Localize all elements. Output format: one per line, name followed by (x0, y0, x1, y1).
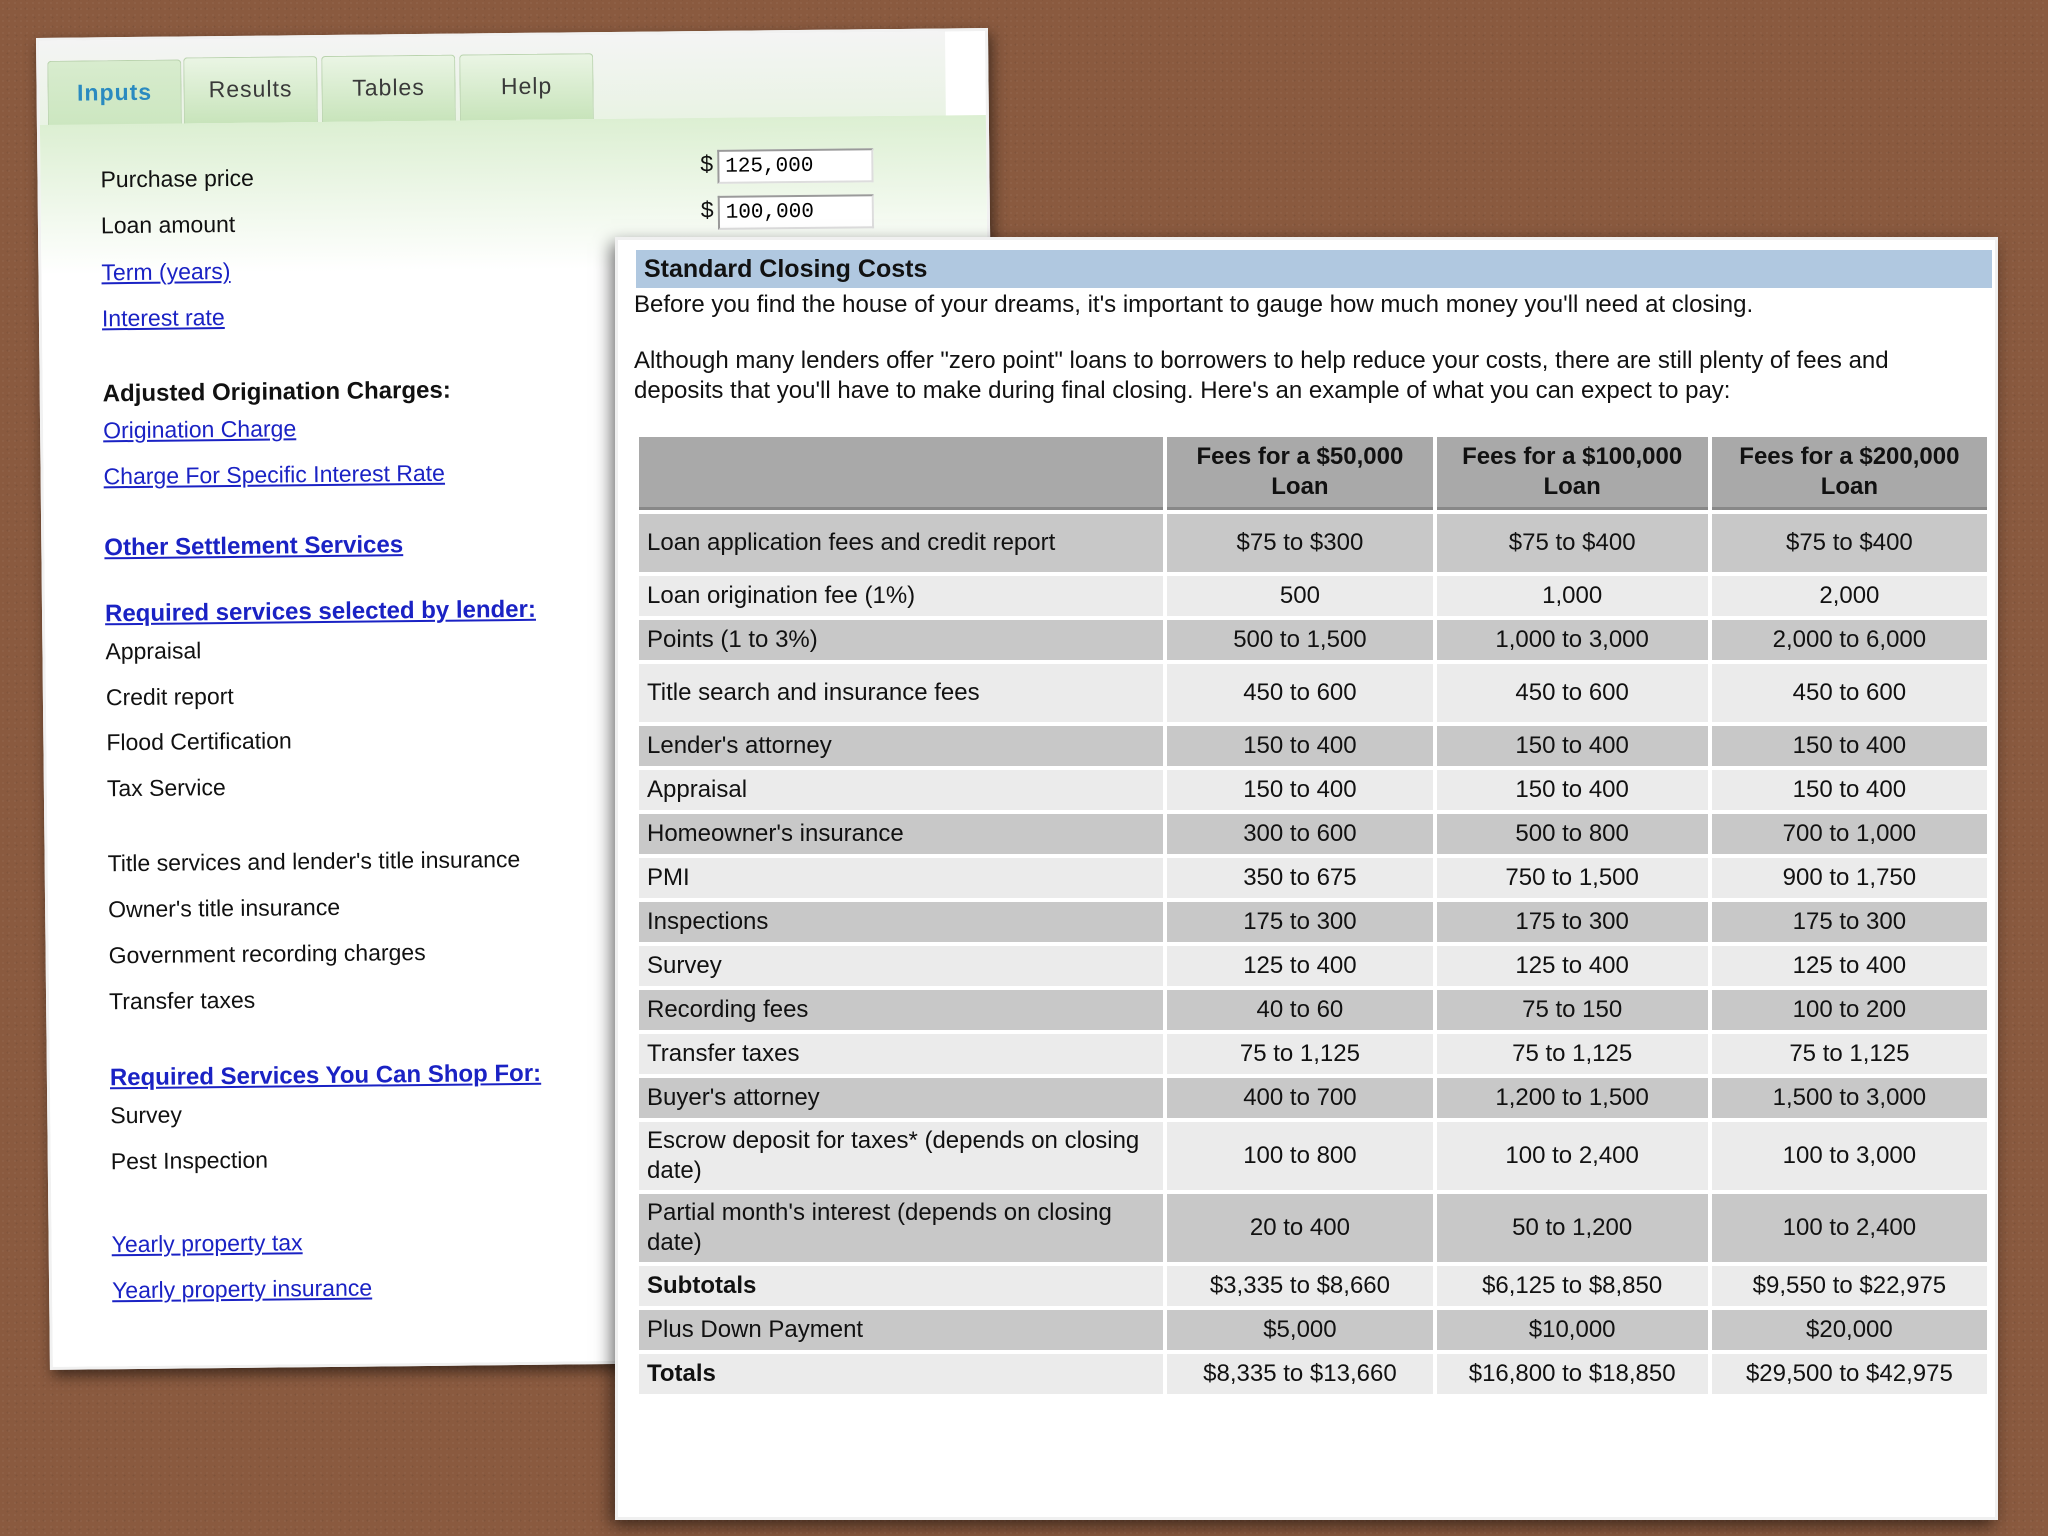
purchase-price-field-group (700, 148, 873, 184)
row-label: Loan origination fee (1%) (639, 576, 1163, 616)
purchase-price-label: Purchase price (100, 164, 255, 193)
row-label: Totals (639, 1354, 1163, 1394)
row-label: Lender's attorney (639, 726, 1163, 766)
cell-50k-loan: 150 to 400 (1167, 726, 1432, 766)
cell-200k-loan: 100 to 2,400 (1712, 1194, 1987, 1262)
cell-100k-loan: $75 to $400 (1437, 514, 1708, 572)
required-by-lender-link[interactable]: Required services selected by lender: (104, 595, 537, 628)
table-row (639, 1354, 1987, 1394)
cell-50k-loan: 300 to 600 (1167, 814, 1432, 854)
cell-200k-loan: $20,000 (1712, 1310, 1987, 1350)
closing-costs-table (635, 433, 1991, 1398)
cell-100k-loan: 75 to 1,125 (1437, 1034, 1708, 1074)
cell-50k-loan: 500 (1167, 576, 1432, 616)
cell-200k-loan: 125 to 400 (1712, 946, 1987, 986)
table-header-row (639, 437, 1987, 510)
row-label: Buyer's attorney (639, 1078, 1163, 1118)
owners-title-insurance: Owner's title insurance (107, 893, 341, 923)
cell-100k-loan: $16,800 to $18,850 (1437, 1354, 1708, 1394)
cell-200k-loan: 2,000 (1712, 576, 1987, 616)
cell-100k-loan: 1,000 to 3,000 (1437, 620, 1708, 660)
row-label: Transfer taxes (639, 1034, 1163, 1074)
table-row (639, 514, 1987, 572)
closing-costs-intro-2: Although many lenders offer "zero point" loans to borrowers to help reduce your costs, there are still plenty of fees and deposits that you'll have to make during final closing. Here's an example of what you can expect to pay: (634, 347, 1889, 404)
cell-200k-loan: $75 to $400 (1712, 514, 1987, 572)
cell-50k-loan: $3,335 to $8,660 (1167, 1266, 1432, 1306)
service-survey: Survey (110, 1101, 183, 1129)
cell-200k-loan: 2,000 to 6,000 (1712, 620, 1987, 660)
shop-for-services-link[interactable]: Required Services You Can Shop For: (109, 1059, 542, 1092)
cell-100k-loan: 100 to 2,400 (1437, 1122, 1708, 1190)
table-row (639, 1194, 1987, 1262)
closing-costs-panel (615, 237, 1998, 1520)
cell-200k-loan: $9,550 to $22,975 (1712, 1266, 1987, 1306)
cell-50k-loan: 500 to 1,500 (1167, 620, 1432, 660)
loan-amount-label: Loan amount (100, 210, 236, 239)
cell-50k-loan: 450 to 600 (1167, 664, 1432, 722)
cell-50k-loan: $75 to $300 (1167, 514, 1432, 572)
row-label: Escrow deposit for taxes* (depends on closing date) (639, 1122, 1163, 1190)
cell-200k-loan: 175 to 300 (1712, 902, 1987, 942)
yearly-property-insurance-link[interactable]: Yearly property insurance (111, 1274, 373, 1304)
cell-200k-loan: 75 to 1,125 (1712, 1034, 1987, 1074)
tab-inputs[interactable]: Inputs (47, 59, 182, 130)
row-label: Plus Down Payment (639, 1310, 1163, 1350)
table-row (639, 814, 1987, 854)
row-label: Points (1 to 3%) (639, 620, 1163, 660)
cell-50k-loan: 100 to 800 (1167, 1122, 1432, 1190)
row-label: Subtotals (639, 1266, 1163, 1306)
cell-200k-loan: 100 to 200 (1712, 990, 1987, 1030)
table-row (639, 990, 1987, 1030)
interest-rate-link[interactable]: Interest rate (101, 304, 225, 332)
service-credit-report: Credit report (105, 682, 234, 711)
origination-charge-link[interactable]: Origination Charge (102, 415, 297, 444)
cell-200k-loan: 100 to 3,000 (1712, 1122, 1987, 1190)
service-flood-certification: Flood Certification (106, 727, 292, 756)
cell-50k-loan: 175 to 300 (1167, 902, 1432, 942)
specific-rate-charge-link[interactable]: Charge For Specific Interest Rate (103, 459, 446, 490)
government-recording-charges: Government recording charges (108, 938, 426, 969)
cell-100k-loan: 450 to 600 (1437, 664, 1708, 722)
cell-200k-loan: 900 to 1,750 (1712, 858, 1987, 898)
cell-50k-loan: $5,000 (1167, 1310, 1432, 1350)
cell-50k-loan: 400 to 700 (1167, 1078, 1432, 1118)
currency-symbol: $ (700, 150, 714, 177)
row-label: Recording fees (639, 990, 1163, 1030)
service-tax: Tax Service (106, 774, 226, 802)
table-row (639, 1266, 1987, 1306)
yearly-property-tax-link[interactable]: Yearly property tax (111, 1229, 303, 1258)
row-label: PMI (639, 858, 1163, 898)
cell-200k-loan: 700 to 1,000 (1712, 814, 1987, 854)
cell-50k-loan: 350 to 675 (1167, 858, 1432, 898)
cell-200k-loan: $29,500 to $42,975 (1712, 1354, 1987, 1394)
cell-100k-loan: 150 to 400 (1437, 726, 1708, 766)
tab-results[interactable]: Results (183, 56, 318, 123)
cell-100k-loan: 175 to 300 (1437, 902, 1708, 942)
cell-100k-loan: 500 to 800 (1437, 814, 1708, 854)
cell-50k-loan: 125 to 400 (1167, 946, 1432, 986)
cell-200k-loan: 1,500 to 3,000 (1712, 1078, 1987, 1118)
table-row (639, 664, 1987, 722)
row-label: Homeowner's insurance (639, 814, 1163, 854)
tab-tables[interactable]: Tables (321, 55, 456, 122)
cell-50k-loan: 20 to 400 (1167, 1194, 1432, 1262)
header-item (639, 437, 1163, 510)
table-body (639, 514, 1987, 1394)
row-label: Loan application fees and credit report (639, 514, 1163, 572)
cell-100k-loan: 125 to 400 (1437, 946, 1708, 986)
table-row (639, 1078, 1987, 1118)
cell-100k-loan: 750 to 1,500 (1437, 858, 1708, 898)
tab-bar (39, 31, 946, 125)
cell-100k-loan: $6,125 to $8,850 (1437, 1266, 1708, 1306)
row-label: Appraisal (639, 770, 1163, 810)
closing-costs-title: Standard Closing Costs (636, 250, 1992, 288)
adjusted-origination-heading: Adjusted Origination Charges: (102, 376, 451, 408)
loan-amount-field-group (701, 194, 874, 230)
closing-costs-intro: Before you find the house of your dreams, it's important to gauge how much money you'll need at closing. (634, 291, 1754, 318)
cell-200k-loan: 450 to 600 (1712, 664, 1987, 722)
transfer-taxes: Transfer taxes (108, 986, 256, 1015)
cell-100k-loan: 50 to 1,200 (1437, 1194, 1708, 1262)
tab-help[interactable]: Help (459, 53, 594, 120)
other-settlement-services-link[interactable]: Other Settlement Services (104, 531, 404, 562)
currency-symbol: $ (700, 196, 714, 223)
table-row (639, 1122, 1987, 1190)
cell-100k-loan: 75 to 150 (1437, 990, 1708, 1030)
purchase-price-input[interactable] (717, 148, 873, 184)
title-services: Title services and lender's title insurance (107, 845, 521, 877)
table-row (639, 1310, 1987, 1350)
row-label: Partial month's interest (depends on closing date) (639, 1194, 1163, 1262)
cell-100k-loan: 1,000 (1437, 576, 1708, 616)
table-row (639, 726, 1987, 766)
cell-200k-loan: 150 to 400 (1712, 726, 1987, 766)
header-50k-loan: Fees for a $50,000 Loan (1167, 437, 1432, 510)
cell-100k-loan: 150 to 400 (1437, 770, 1708, 810)
cell-100k-loan: 1,200 to 1,500 (1437, 1078, 1708, 1118)
cell-50k-loan: 75 to 1,125 (1167, 1034, 1432, 1074)
table-row (639, 946, 1987, 986)
service-appraisal: Appraisal (105, 637, 202, 665)
term-years-link[interactable]: Term (years) (101, 257, 231, 286)
table-row (639, 770, 1987, 810)
row-label: Survey (639, 946, 1163, 986)
table-row (639, 1034, 1987, 1074)
service-pest-inspection: Pest Inspection (110, 1146, 269, 1175)
cell-50k-loan: 40 to 60 (1167, 990, 1432, 1030)
loan-amount-input[interactable] (717, 194, 873, 230)
header-100k-loan: Fees for a $100,000 Loan (1437, 437, 1708, 510)
row-label: Inspections (639, 902, 1163, 942)
table-row (639, 576, 1987, 616)
cell-100k-loan: $10,000 (1437, 1310, 1708, 1350)
cell-50k-loan: $8,335 to $13,660 (1167, 1354, 1432, 1394)
header-200k-loan: Fees for a $200,000 Loan (1712, 437, 1987, 510)
table-row (639, 858, 1987, 898)
table-row (639, 902, 1987, 942)
table-row (639, 620, 1987, 660)
cell-200k-loan: 150 to 400 (1712, 770, 1987, 810)
row-label: Title search and insurance fees (639, 664, 1163, 722)
cell-50k-loan: 150 to 400 (1167, 770, 1432, 810)
